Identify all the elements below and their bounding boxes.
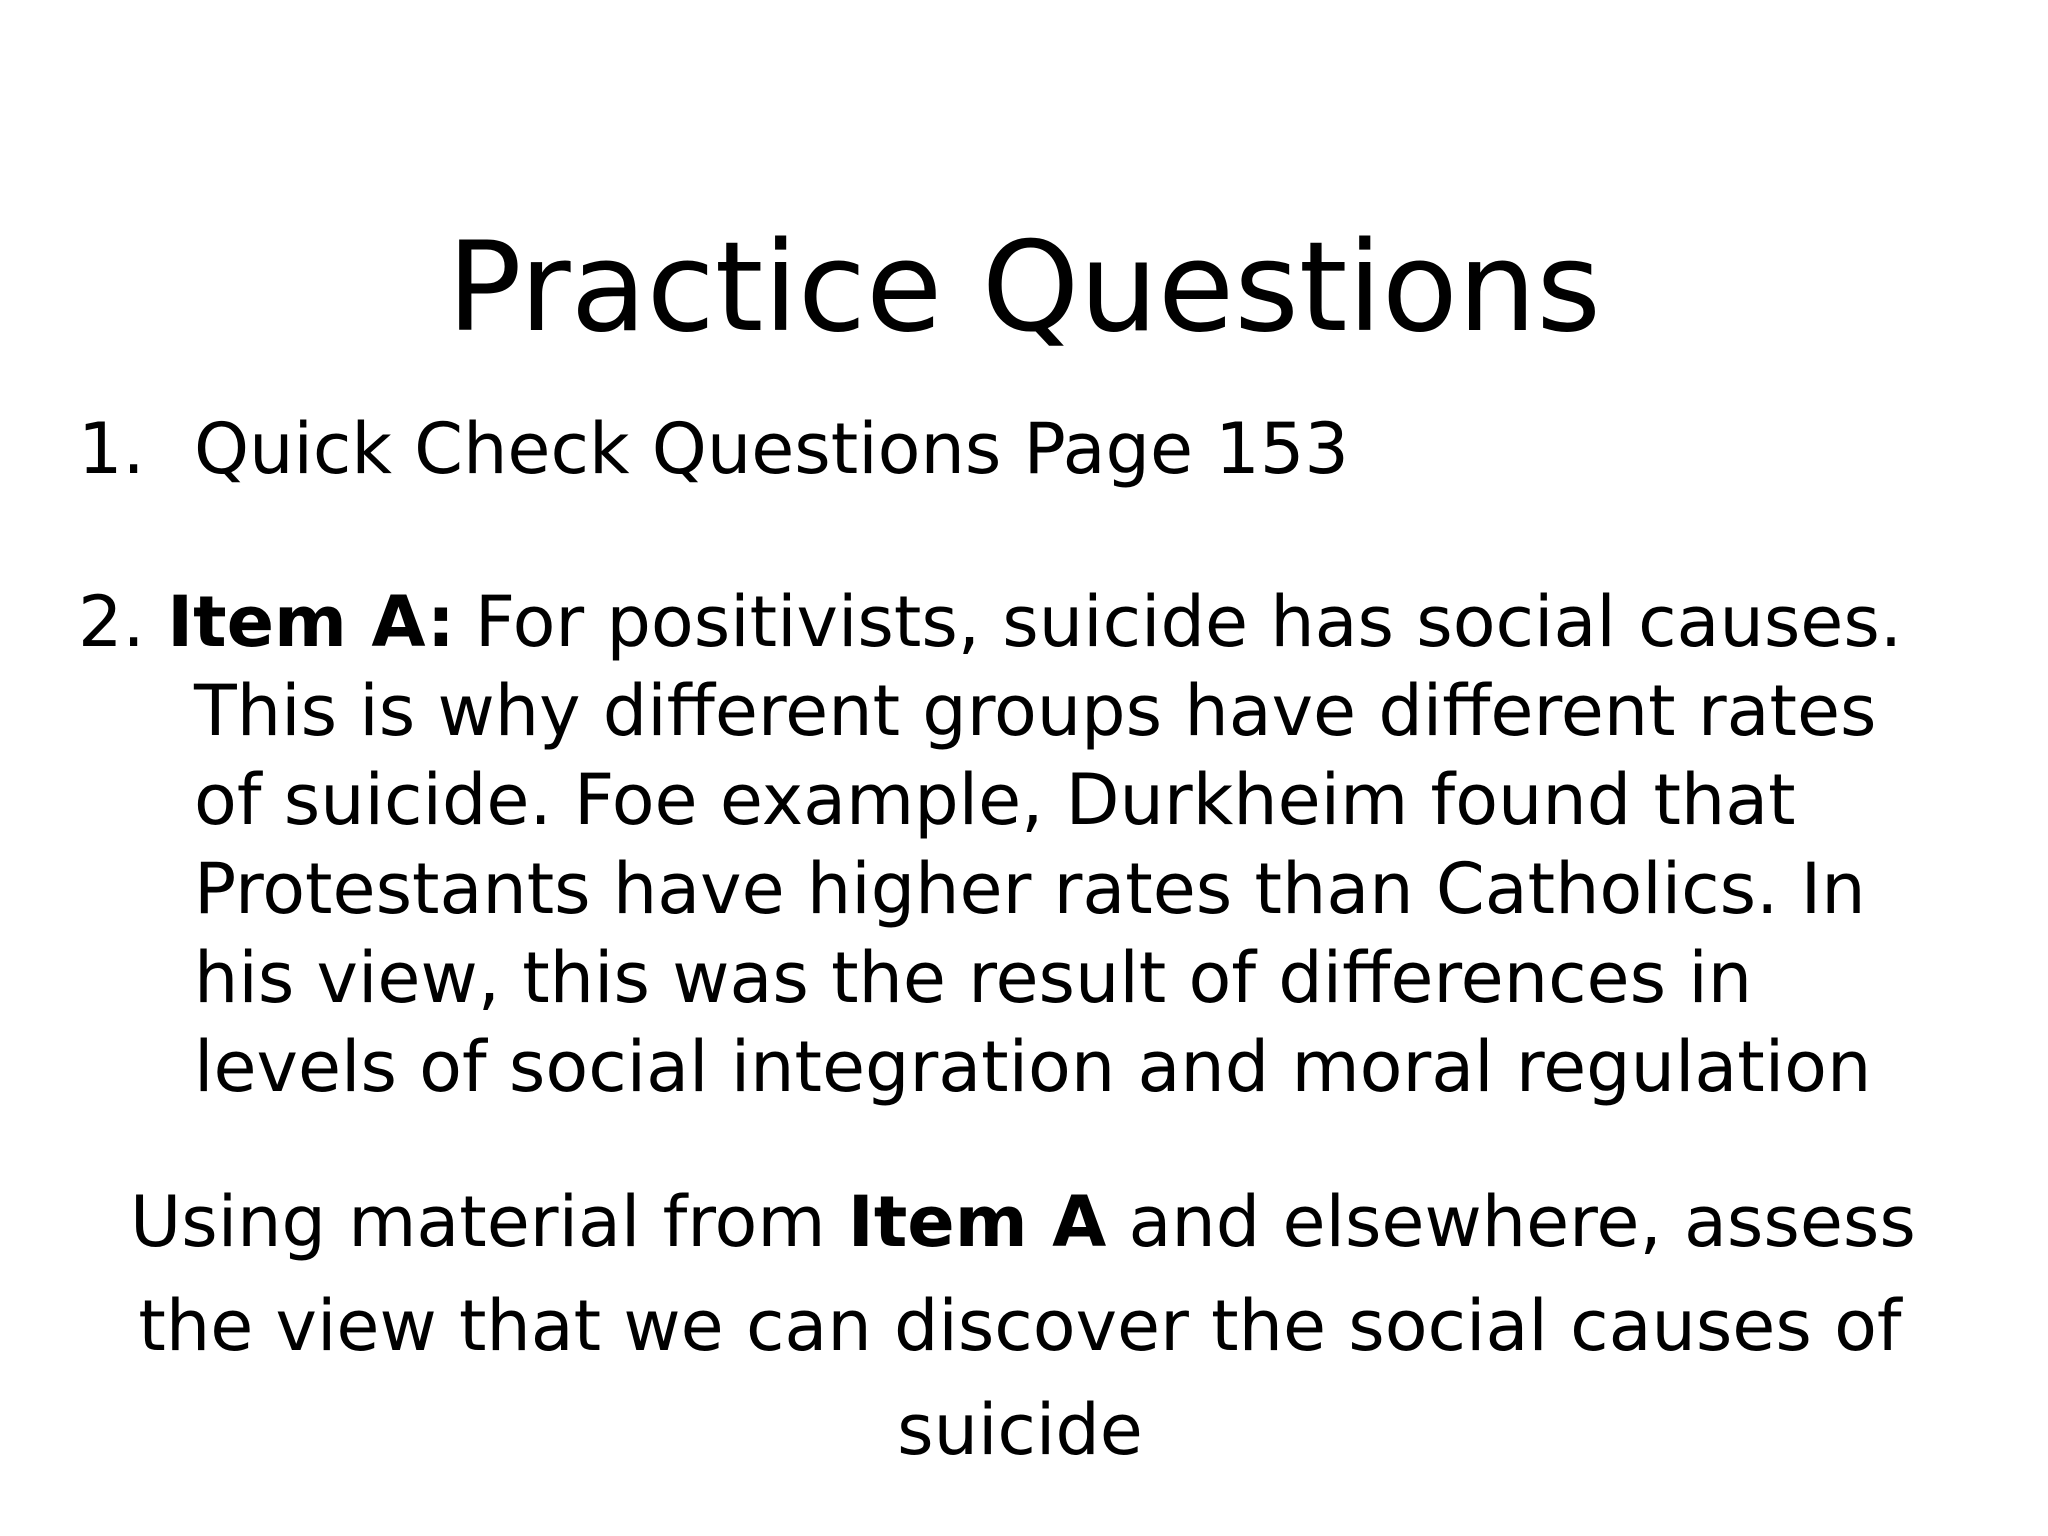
item-a-text-line: Protestants have higher rates than Catholics. In (194, 848, 1866, 930)
question-1-text: Quick Check Questions Page 153 (194, 408, 1349, 490)
essay-task-line-1 (130, 1170, 1916, 1274)
essay-task (130, 1170, 1916, 1482)
page-title: Practice Questions (447, 216, 1601, 361)
essay-task-line-2: the view that we can discover the social causes of (138, 1285, 1902, 1367)
essay-task-text: and elsewhere, assess (1106, 1181, 1916, 1263)
item-a-text-line: This is why different groups have different rates (194, 670, 1877, 752)
essay-task-text: Using material from (130, 1181, 848, 1263)
item-a-label: Item A: (167, 581, 455, 663)
item-a-text-line: his view, this was the result of differences in (194, 937, 1753, 1019)
item-a-reference: Item A (847, 1181, 1107, 1263)
question-1 (78, 405, 1349, 493)
question-2-first-line (78, 578, 1978, 667)
question-2 (78, 578, 1978, 1112)
question-2-number: 2. (78, 581, 145, 663)
item-a-text-line: For positivists, suicide has social causes. (474, 581, 1903, 663)
item-a-text-line: of suicide. Foe example, Durkheim found that (194, 759, 1796, 841)
question-1-number: 1. (78, 408, 145, 490)
item-a-text-line: levels of social integration and moral regulation (194, 1026, 1872, 1108)
essay-task-line-3: suicide (897, 1389, 1143, 1471)
